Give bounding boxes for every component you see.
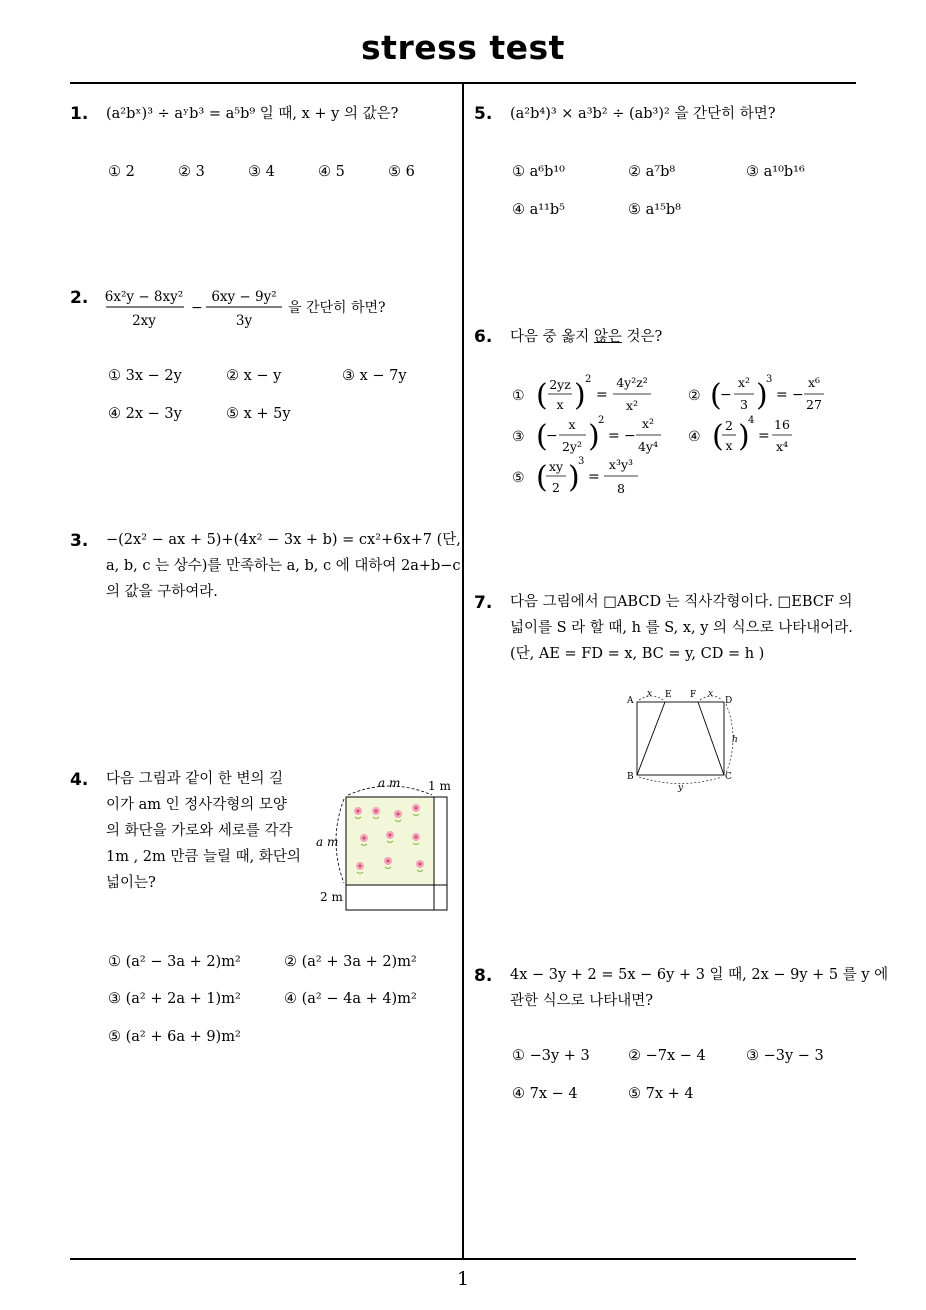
question-2-expression — [100, 284, 420, 334]
option-1[interactable]: ① a⁶b¹⁰ — [512, 164, 565, 180]
length-label: h — [732, 735, 738, 745]
option-3[interactable]: ③ a¹⁰b¹⁶ — [746, 164, 805, 180]
question-text-part: 다음 중 옳지 — [510, 329, 594, 345]
fraction-denominator: x — [556, 397, 564, 412]
question-number: 3. — [70, 531, 89, 551]
question-text-line: 다음 그림과 같이 한 변의 길 — [106, 771, 284, 787]
option-5[interactable]: ⑤ 7x + 4 — [628, 1086, 694, 1102]
right-paren: ) — [568, 460, 580, 495]
question-text — [106, 527, 461, 605]
option-5[interactable]: ⑤ 6 — [388, 164, 415, 180]
option-5[interactable] — [512, 456, 638, 496]
equals-sign: = — [758, 428, 770, 444]
question-text-line: 넓이는? — [106, 875, 156, 891]
question-text-line: 넓이를 S 라 할 때, h 를 S, x, y 의 식으로 나타내어라. — [510, 620, 853, 636]
option-5[interactable]: ⑤ x + 5y — [226, 406, 291, 422]
fraction-denominator: x² — [625, 398, 639, 413]
vertex-label: F — [690, 690, 697, 700]
fraction-numerator: 4y²z² — [616, 375, 648, 390]
question-number: 7. — [474, 593, 493, 613]
fraction-numerator: x² — [737, 375, 751, 390]
question-number: 8. — [474, 966, 493, 986]
question-text-line: 1m , 2m 만큼 늘릴 때, 화단의 — [106, 849, 301, 865]
minus-sign: − — [792, 387, 804, 403]
option-2[interactable] — [688, 374, 824, 413]
fraction-numerator: 2yz — [549, 377, 571, 392]
question-text-line: −(2x² − ax + 5)+(4x² − 3x + b) = cx²+6x+7 (단, — [106, 532, 461, 548]
question-number: 2. — [70, 288, 89, 308]
option-4[interactable]: ④ 7x − 4 — [512, 1086, 578, 1102]
fraction-denominator: 27 — [806, 397, 822, 412]
equals-sign: = — [596, 387, 608, 403]
option-mark: ② — [688, 388, 701, 404]
right-paren: ) — [756, 378, 768, 413]
minus-sign: − — [720, 387, 732, 403]
page-title: stress test — [361, 28, 565, 67]
option-2[interactable]: ② 3 — [178, 164, 205, 180]
equals-sign: = — [608, 428, 620, 444]
left-paren: ( — [536, 419, 548, 454]
option-mark: ④ — [688, 429, 701, 445]
question-text: (a²bˣ)³ ÷ aʸb³ = a⁵b⁹ 일 때, x + y 의 값은? — [106, 106, 399, 122]
exponent: 3 — [766, 374, 773, 385]
question-text — [510, 324, 662, 350]
vertex-label: D — [725, 696, 733, 706]
fraction-denominator: 3 — [740, 397, 748, 412]
minus-sign: − — [546, 428, 558, 444]
option-2[interactable]: ② a⁷b⁸ — [628, 164, 676, 180]
vertex-label: C — [725, 772, 732, 782]
fraction-numerator: x³y³ — [608, 457, 634, 472]
question-number: 6. — [474, 327, 493, 347]
exponent: 2 — [598, 415, 605, 426]
option-3[interactable]: ③ x − 7y — [342, 368, 407, 384]
equals-sign: = — [776, 387, 788, 403]
right-paren: ) — [738, 419, 750, 454]
option-1[interactable]: ① −3y + 3 — [512, 1048, 590, 1064]
vertex-label: B — [627, 772, 634, 782]
column-divider — [462, 83, 464, 1259]
option-4[interactable]: ④ 5 — [318, 164, 345, 180]
footer-divider — [70, 1258, 856, 1260]
question-number: 5. — [474, 104, 493, 124]
left-paren: ( — [536, 378, 548, 413]
minus-sign: − — [191, 300, 203, 316]
length-label: y — [678, 783, 684, 793]
option-1[interactable]: ① (a² − 3a + 2)m² — [108, 954, 241, 970]
option-5[interactable]: ⑤ (a² + 6a + 9)m² — [108, 1029, 241, 1045]
equals-sign: = — [588, 469, 600, 485]
option-mark: ③ — [512, 429, 525, 445]
left-side-label: a m — [316, 835, 339, 849]
fraction-denominator: 2y² — [561, 439, 583, 454]
option-4[interactable]: ④ (a² − 4a + 4)m² — [284, 991, 417, 1007]
fraction-numerator: 6x²y − 8xy² — [104, 289, 184, 305]
exponent: 4 — [748, 415, 755, 426]
rectangle-figure — [622, 684, 746, 796]
exponent: 2 — [585, 374, 592, 385]
left-paren: ( — [710, 378, 722, 413]
option-5[interactable]: ⑤ a¹⁵b⁸ — [628, 202, 681, 218]
question-text — [106, 766, 301, 896]
option-2[interactable]: ② x − y — [226, 368, 282, 384]
option-mark: ⑤ — [512, 470, 525, 486]
question-text-line: 다음 그림에서 □ABCD 는 직사각형이다. □EBCF 의 — [510, 594, 853, 610]
flowerbed-figure — [312, 775, 457, 915]
question-text-line: 4x − 3y + 2 = 5x − 6y + 3 일 때, 2x − 9y + 5 를 y 에 — [510, 967, 889, 983]
option-4[interactable]: ④ a¹¹b⁵ — [512, 202, 565, 218]
right-paren: ) — [588, 419, 600, 454]
fraction-numerator: 6xy − 9y² — [211, 289, 277, 305]
question-text-line: 이가 am 인 정사각형의 모양 — [106, 797, 287, 813]
page-number: 1 — [456, 1268, 470, 1290]
exponent: 3 — [578, 456, 585, 467]
option-2[interactable]: ② (a² + 3a + 2)m² — [284, 954, 417, 970]
option-1[interactable]: ① 3x − 2y — [108, 368, 182, 384]
fraction-denominator: x — [725, 438, 733, 453]
option-4[interactable]: ④ 2x − 3y — [108, 406, 182, 422]
question-number: 4. — [70, 770, 89, 790]
fraction-numerator: xy — [548, 459, 564, 474]
length-label: x — [708, 689, 714, 699]
option-4[interactable] — [688, 415, 792, 454]
question-text-line: 의 값을 구하여라. — [106, 584, 218, 600]
fraction-denominator: 3y — [235, 313, 253, 329]
fraction-denominator: 4y⁴ — [637, 439, 659, 454]
question-number: 1. — [70, 104, 89, 124]
top-side-label: a m — [378, 776, 401, 790]
emphasized-word: 않은 — [593, 329, 622, 345]
question-text-line: (단, AE = FD = x, BC = y, CD = h ) — [510, 646, 765, 662]
option-1[interactable]: ① 2 — [108, 164, 135, 180]
option-1[interactable] — [512, 374, 651, 413]
fraction-numerator: x² — [641, 416, 655, 431]
fraction-numerator: 2 — [725, 418, 733, 433]
question-text: 을 간단히 하면? — [288, 300, 386, 316]
bottom-extension-label: 2 m — [320, 890, 343, 904]
fraction-numerator: x⁶ — [807, 375, 821, 390]
question-text-part: 것은? — [621, 329, 663, 345]
vertex-label: E — [665, 690, 672, 700]
left-paren: ( — [536, 460, 548, 495]
vertex-label: A — [627, 696, 634, 706]
fraction-denominator: x⁴ — [775, 439, 789, 454]
option-3[interactable] — [512, 415, 661, 454]
option-3[interactable]: ③ −3y − 3 — [746, 1048, 824, 1064]
fraction-numerator: x — [568, 417, 576, 432]
right-extension-label: 1 m — [428, 779, 451, 793]
right-paren: ) — [574, 378, 586, 413]
option-3[interactable]: ③ (a² + 2a + 1)m² — [108, 991, 241, 1007]
length-label: x — [647, 689, 653, 699]
question-text — [510, 589, 853, 667]
question-text: (a²b⁴)³ × a³b² ÷ (ab³)² 을 간단히 하면? — [510, 106, 776, 122]
fraction-numerator: 16 — [774, 417, 790, 432]
fraction-denominator: 8 — [617, 481, 625, 496]
left-paren: ( — [712, 419, 724, 454]
question-6-options[interactable] — [508, 370, 858, 506]
minus-sign: − — [624, 428, 636, 444]
question-text-line: 의 화단을 가로와 세로를 각각 — [106, 823, 293, 839]
question-text-line: 관한 식으로 나타내면? — [510, 993, 654, 1009]
question-text-line: a, b, c 는 상수)를 만족하는 a, b, c 에 대하여 2a+b−c — [106, 558, 461, 574]
fraction-denominator: 2xy — [132, 313, 156, 329]
fraction-denominator: 2 — [552, 480, 560, 495]
option-2[interactable]: ② −7x − 4 — [628, 1048, 706, 1064]
option-mark: ① — [512, 388, 525, 404]
option-3[interactable]: ③ 4 — [248, 164, 275, 180]
question-text — [510, 962, 888, 1014]
